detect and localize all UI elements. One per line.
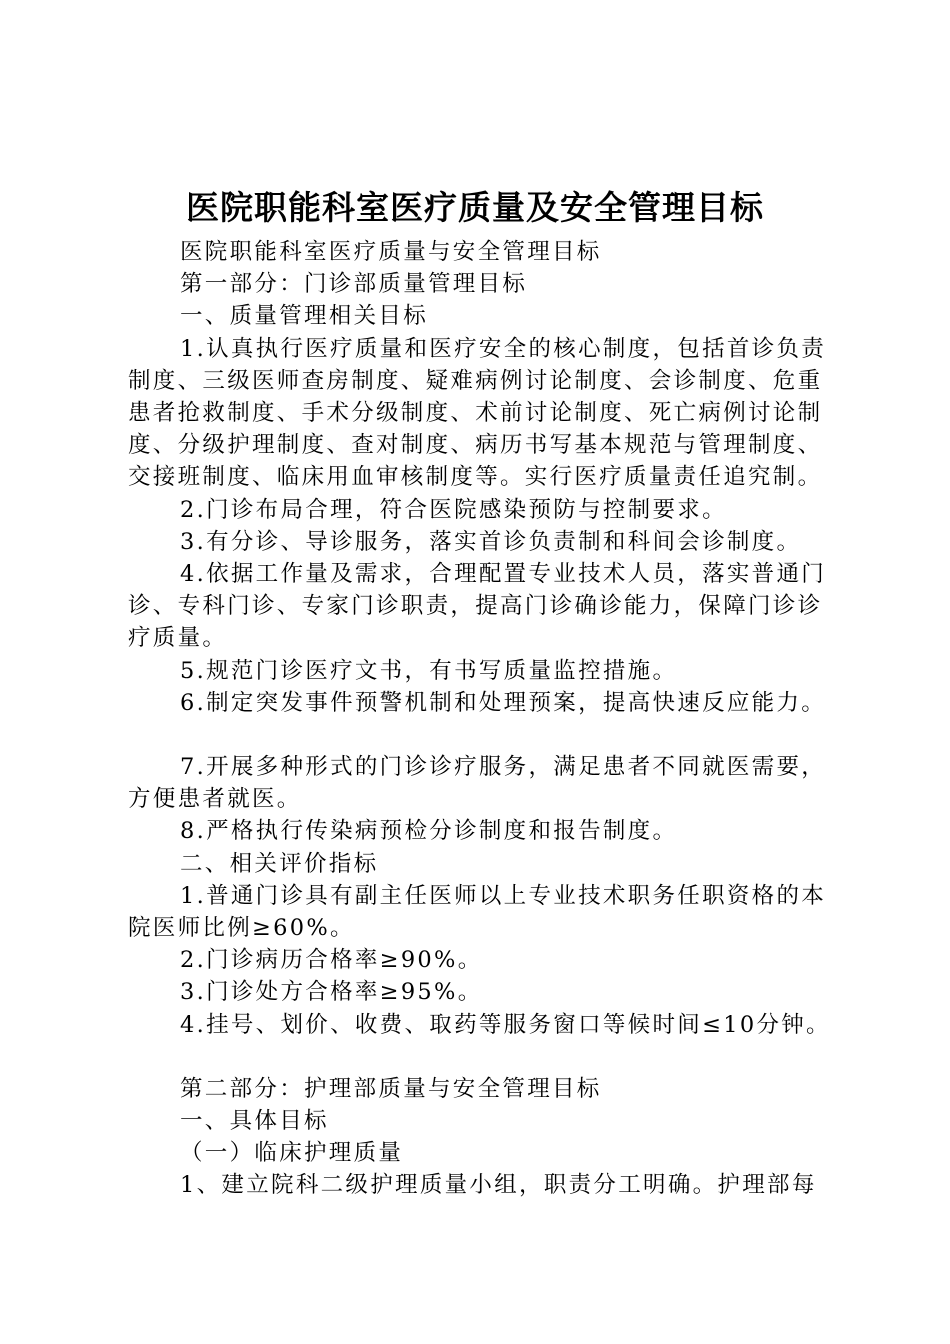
paragraph-spacer: [128, 1041, 834, 1073]
document-body: [128, 236, 834, 1202]
list-item: 4.依据工作量及需求，合理配置专业技术人员，落实普通门诊、专科门诊、专家门诊职责，提高门诊确诊能力，保障门诊诊疗质量。: [128, 561, 827, 652]
subsection-heading: 二、相关评价指标: [180, 850, 379, 877]
list-item: 5.规范门诊医疗文书，有书写质量监控措施。: [180, 657, 678, 684]
document-title: 医院职能科室医疗质量及安全管理目标: [186, 188, 764, 227]
list-item: 3.有分诊、导诊服务，落实首诊负责制和科间会诊制度。: [180, 528, 802, 555]
list-item: 1.普通门诊具有副主任医师以上专业技术职务任职资格的本院医师比例≥60%。: [128, 882, 827, 942]
list-item: 8.严格执行传染病预检分诊制度和报告制度。: [180, 818, 678, 845]
list-item: 1.认真执行医疗质量和医疗安全的核心制度，包括首诊负责制度、三级医师查房制度、疑难病例讨论制度、会诊制度、危重患者抢救制度、手术分级制度、术前讨论制度、死亡病例讨论制度、分级护理制度、查对制度、病历书写基本规范与管理制度、交接班制度、临床用血审核制度等。实行医疗质量责任追究制。: [128, 335, 827, 491]
paragraph-spacer: [128, 719, 834, 751]
subtitle: 医院职能科室医疗质量与安全管理目标: [180, 239, 602, 265]
subsection-heading: 一、质量管理相关目标: [180, 303, 429, 330]
list-item: 6.制定突发事件预警机制和处理预案，提高快速反应能力。: [180, 689, 827, 716]
list-item: 1、建立院科二级护理质量小组，职责分工明确。护理部每: [180, 1172, 817, 1199]
list-item: 4.挂号、划价、收费、取药等服务窗口等候时间≤10分钟。: [180, 1011, 831, 1038]
section-heading: 第二部分：护理部质量与安全管理目标: [180, 1075, 602, 1102]
list-item: 2.门诊病历合格率≥90%。: [180, 947, 483, 974]
list-item: 2.门诊布局合理，符合医院感染预防与控制要求。: [180, 496, 727, 523]
list-item: 7.开展多种形式的门诊诊疗服务，满足患者不同就医需要，方便患者就医。: [128, 754, 827, 813]
list-item: 3.门诊处方合格率≥95%。: [180, 979, 483, 1006]
subsection-heading: 一、具体目标: [180, 1108, 329, 1135]
section-heading: 第一部分：门诊部质量管理目标: [180, 271, 528, 298]
subsection-heading: （一）临床护理质量: [180, 1140, 404, 1167]
